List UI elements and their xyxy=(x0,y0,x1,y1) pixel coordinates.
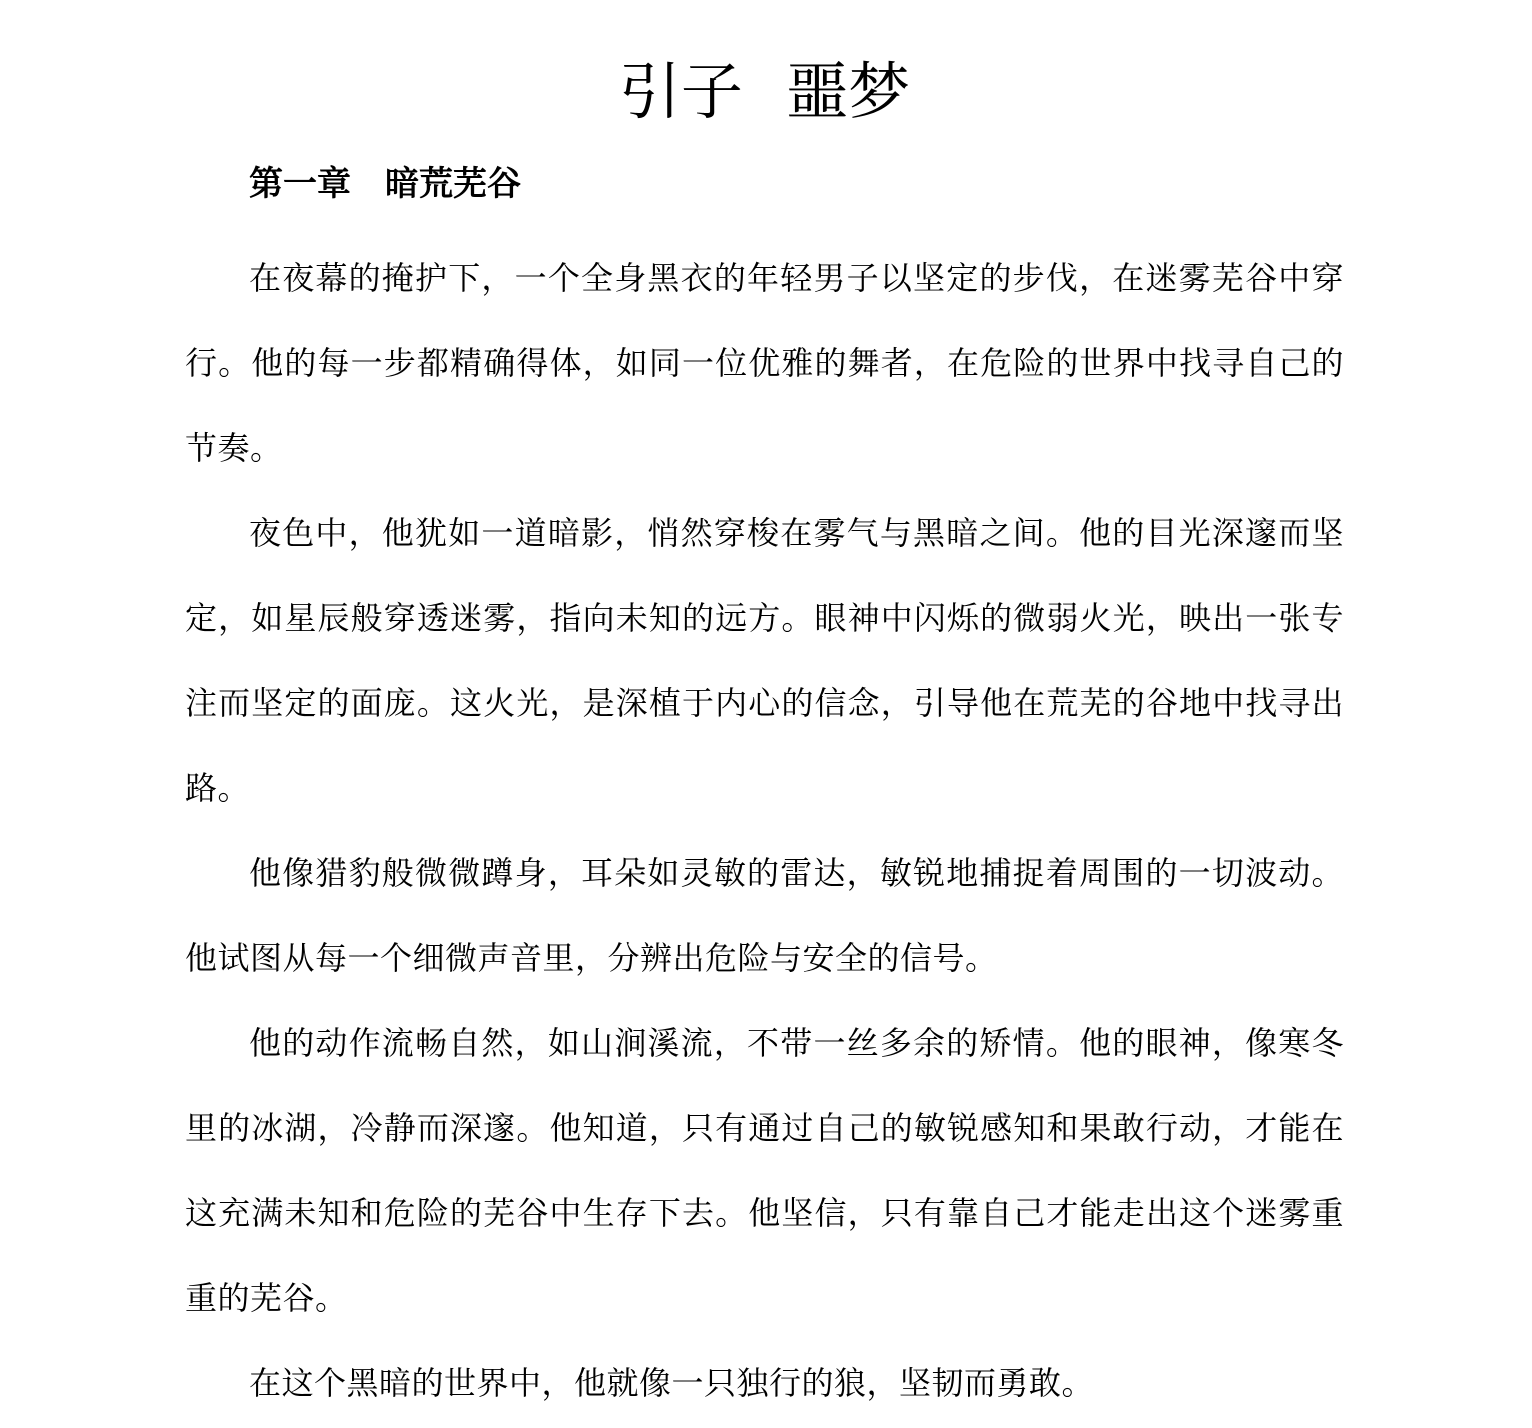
paragraph: 夜色中，他犹如一道暗影，悄然穿梭在雾气与黑暗之间。他的目光深邃而坚定，如星辰般穿透迷雾，指向未知的远方。眼神中闪烁的微弱火光，映出一张专注而坚定的面庞。这火光，是深植于内心的信念，引导他在荒芜的谷地中找寻出路。 xyxy=(185,515,1344,806)
paragraph: 在这个黑暗的世界中，他就像一只独行的狼，坚韧而勇敢。 xyxy=(249,1365,1095,1401)
paragraph: 他像猎豹般微微蹲身，耳朵如灵敏的雷达，敏锐地捕捉着周围的一切波动。他试图从每一个细微声音里，分辨出危险与安全的信号。 xyxy=(185,855,1344,976)
document-body xyxy=(185,236,1344,1426)
document-title: 引子 噩梦 xyxy=(618,58,911,127)
paragraph: 他的动作流畅自然，如山涧溪流，不带一丝多余的矫情。他的眼神，像寒冬里的冰湖，冷静而深邃。他知道，只有通过自己的敏锐感知和果敢行动，才能在这充满未知和危险的芜谷中生存下去。他坚信，只有靠自己才能走出这个迷雾重重的芜谷。 xyxy=(185,1025,1344,1316)
chapter-heading: 第一章 暗荒芜谷 xyxy=(249,165,521,203)
paragraph: 在夜幕的掩护下，一个全身黑衣的年轻男子以坚定的步伐，在迷雾芜谷中穿行。他的每一步都精确得体，如同一位优雅的舞者，在危险的世界中找寻自己的节奏。 xyxy=(185,260,1344,466)
